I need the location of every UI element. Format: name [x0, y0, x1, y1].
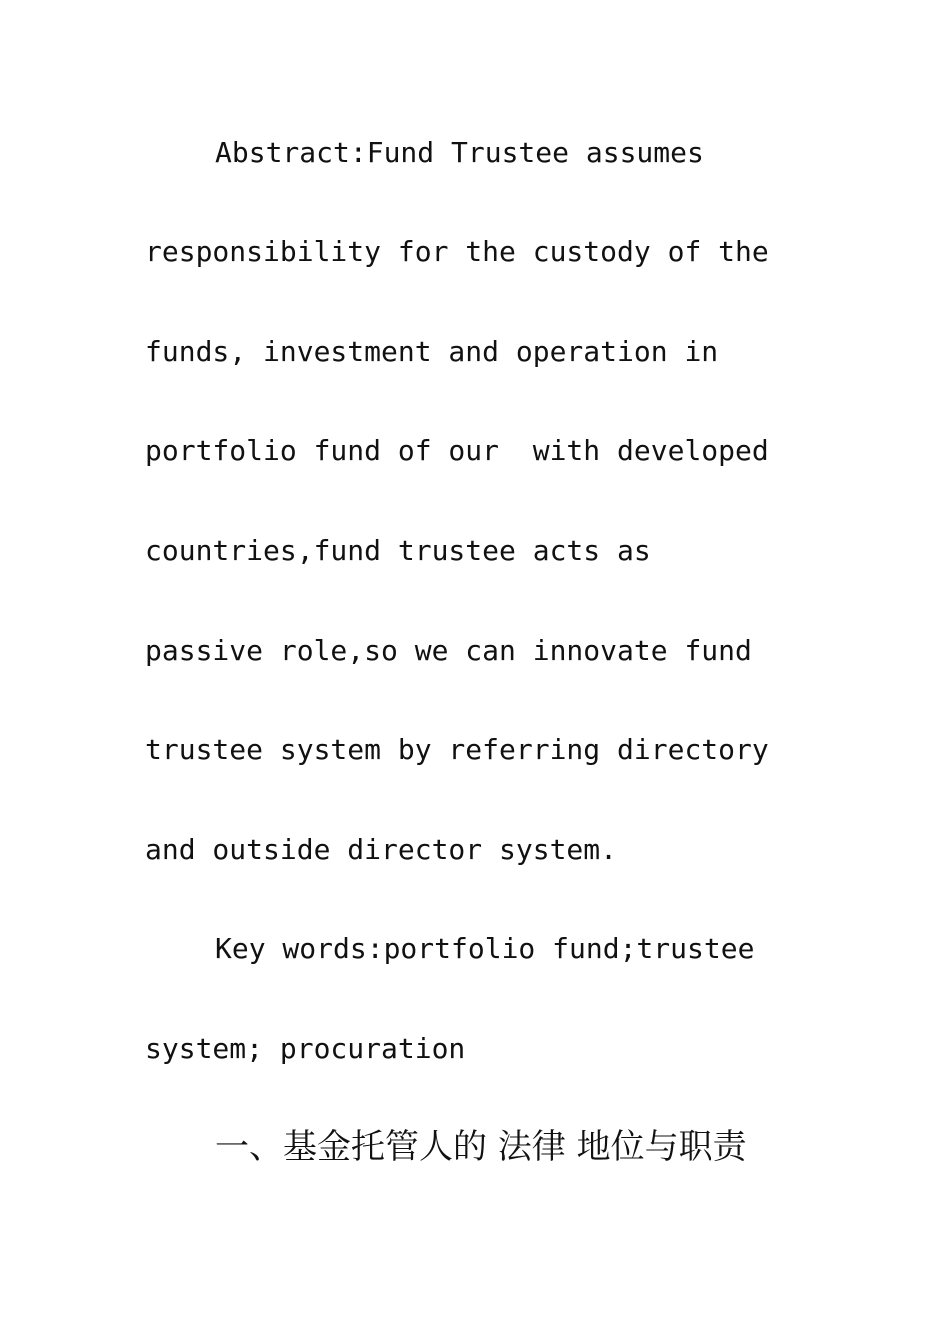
keywords-line-2: system; procuration: [145, 1032, 466, 1065]
abstract-line-5: countries,fund trustee acts as: [145, 534, 651, 567]
abstract-line-2: responsibility for the custody of the: [145, 235, 769, 268]
abstract-line-3: funds, investment and operation in: [145, 335, 719, 368]
abstract-line-6: passive role,so we can innovate fund: [145, 634, 752, 667]
keywords-line-1: Key words:portfolio fund;trustee: [215, 932, 755, 965]
abstract-line-1: Abstract:Fund Trustee assumes: [215, 136, 704, 169]
abstract-line-7: trustee system by referring directory: [145, 733, 769, 766]
abstract-line-4: portfolio fund of our with developed: [145, 434, 769, 467]
section-heading: 一、基金托管人的 法律 地位与职责: [215, 1127, 747, 1167]
abstract-line-8: and outside director system.: [145, 833, 618, 866]
